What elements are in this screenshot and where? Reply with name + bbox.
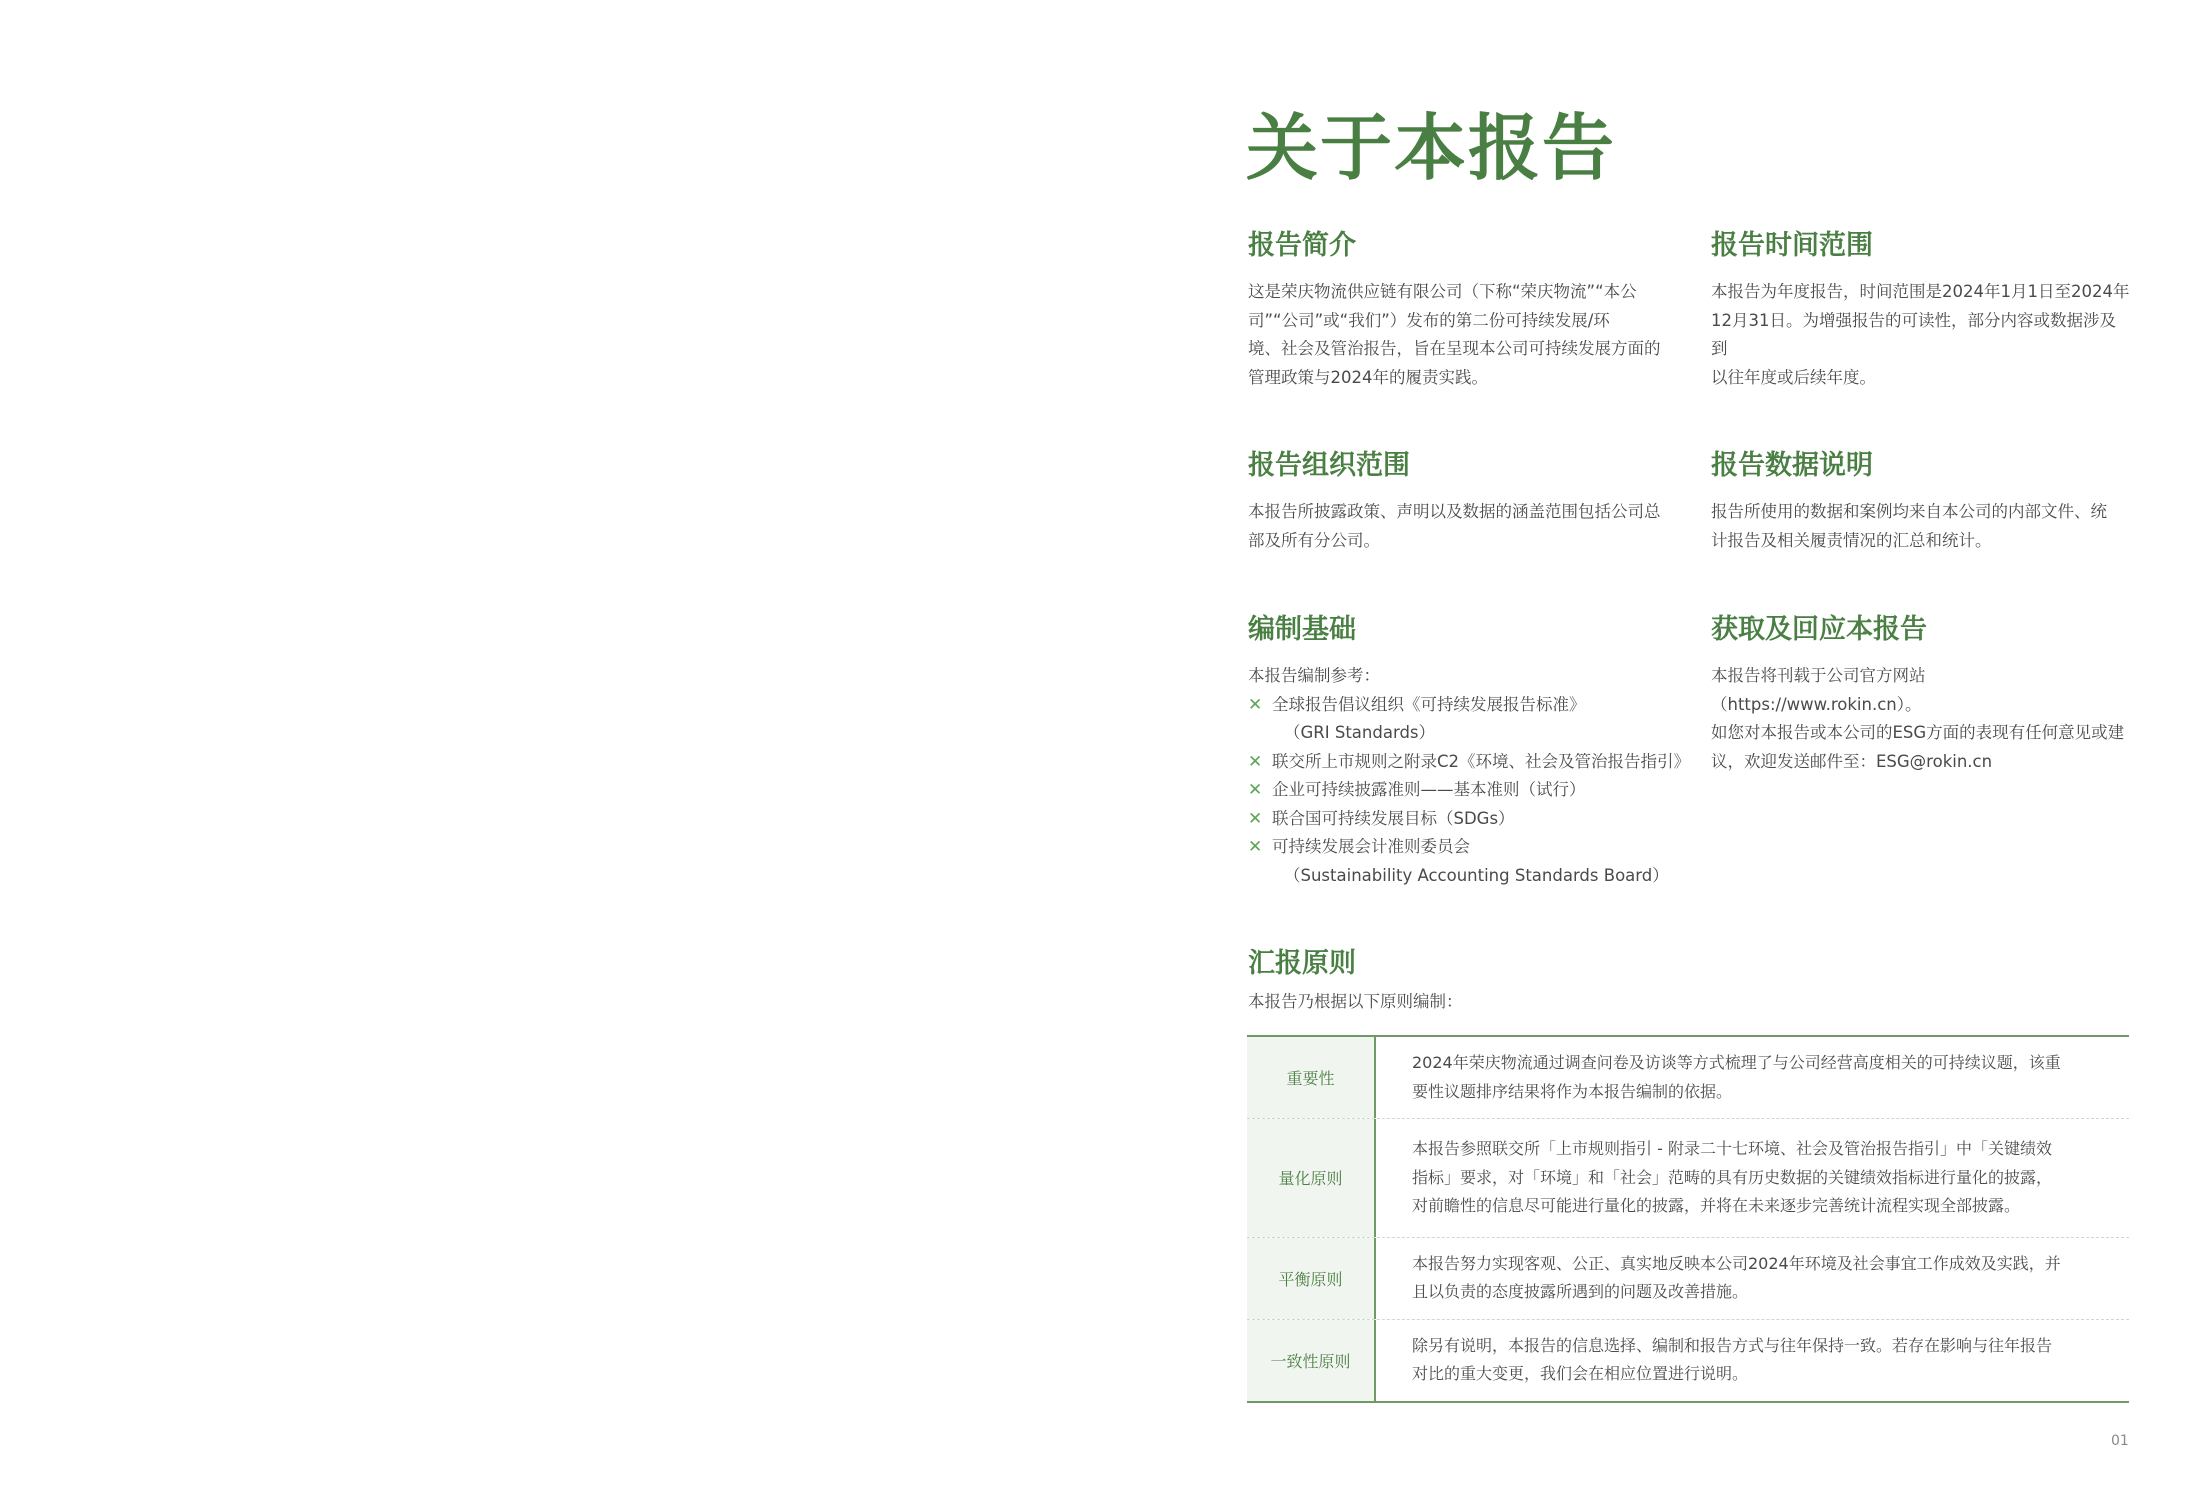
list-item [1248,833,1688,890]
text-line: 这是荣庆物流供应链有限公司（下称“荣庆物流”“本公 [1248,282,1637,302]
section-heading: 获取及回应本报告 [1711,614,1927,645]
principle-label: 平衡原则 [1247,1238,1376,1319]
text-line: 指标」要求，对「环境」和「社会」范畴的具有历史数据的关键绩效指标进行量化的披露， [1412,1167,2053,1187]
list-item-text: 全球报告倡议组织《可持续发展报告标准》 [1272,694,1586,714]
list-item-subtext: （GRI Standards） [1284,723,1436,743]
list-item-text: 联交所上市规则之附录C2《环境、社会及管治报告指引》 [1272,751,1691,771]
principles-intro: 本报告乃根据以下原则编制： [1248,992,1463,1012]
section-heading: 汇报原则 [1248,948,1356,979]
principle-label: 重要性 [1247,1037,1376,1118]
section-heading: 编制基础 [1248,614,1356,645]
text-line: 司”“公司”或“我们”）发布的第二份可持续发展/环 [1248,310,1610,330]
principle-text [1376,1037,2129,1118]
section-basis [1248,614,1691,890]
basis-list [1248,691,1691,891]
section-report-intro [1248,230,1668,392]
section-heading: 报告简介 [1248,230,1356,261]
section-time-scope [1711,230,2131,392]
text-line: 要性议题排序结果将作为本报告编制的依据。 [1412,1081,1733,1101]
list-item-text: 可持续发展会计准则委员会 [1272,837,1470,857]
x-mark-icon: ✕ [1248,837,1263,858]
principle-text [1376,1320,2129,1401]
section-principles [1248,948,2128,1017]
table-row [1247,1037,2129,1119]
text-line: 本报告参照联交所「上市规则指引 - 附录二十七环境、社会及管治报告指引」中「关键绩效 [1412,1139,2052,1158]
list-item [1248,776,1688,805]
text-line: 且以负责的态度披露所遇到的问题及改善措施。 [1412,1282,1749,1301]
text-line: 部及所有分公司。 [1248,530,1380,550]
text-line: 计报告及相关履责情况的汇总和统计。 [1711,530,1992,550]
text-line: 以往年度或后续年度。 [1711,367,1876,387]
x-mark-icon: ✕ [1248,694,1263,715]
list-item-subtext: （Sustainability Accounting Standards Board） [1284,865,1669,885]
table-row [1247,1119,2129,1238]
section-heading: 报告时间范围 [1711,230,1873,261]
section-heading: 报告组织范围 [1248,450,1410,481]
text-line: 管理政策与2024年的履责实践。 [1248,367,1488,387]
text-line: 本报告将刊载于公司官方网站 [1711,666,1926,686]
section-data-note [1711,450,2131,555]
text-line: 2024年荣庆物流通过调查问卷及访谈等方式梳理了与公司经营高度相关的可持续议题，该重 [1412,1053,2061,1072]
website-link[interactable]: （https://www.rokin.cn）。 [1711,694,1922,714]
page-title: 关于本报告 [1246,106,1617,190]
text-line: 本报告努力实现客观、公正、真实地反映本公司2024年环境及社会事宜工作成效及实践，并 [1412,1253,2061,1273]
page-number: 01 [2111,1433,2129,1449]
section-access [1711,614,2131,776]
x-mark-icon: ✕ [1248,751,1263,772]
text-line: 12月31日。为增强报告的可读性，部分内容或数据涉及到 [1711,310,2116,359]
text-line: 本报告为年度报告，时间范围是2024年1月1日至2024年 [1711,282,2130,302]
list-item-text: 联合国可持续发展目标（SDGs） [1272,808,1515,828]
principle-text [1376,1238,2129,1319]
principle-label: 量化原则 [1247,1119,1376,1237]
x-mark-icon: ✕ [1248,780,1263,801]
basis-intro: 本报告编制参考： [1248,666,1380,686]
list-item [1248,691,1688,748]
section-org-scope [1248,450,1668,555]
list-item [1248,748,1691,777]
text-line: 境、社会及管治报告，旨在呈现本公司可持续发展方面的 [1248,339,1661,359]
principles-table [1247,1035,2129,1403]
text-line: 报告所使用的数据和案例均来自本公司的内部文件、统 [1711,502,2107,522]
text-line: 除另有说明，本报告的信息选择、编制和报告方式与往年保持一致。若存在影响与往年报告 [1412,1335,2053,1355]
email-link[interactable]: 议，欢迎发送邮件至：ESG@rokin.cn [1711,751,1993,771]
list-item [1248,805,1688,834]
x-mark-icon: ✕ [1248,808,1263,829]
table-row [1247,1238,2129,1320]
table-row [1247,1320,2129,1401]
text-line: 本报告所披露政策、声明以及数据的涵盖范围包括公司总 [1248,502,1661,522]
principle-text [1376,1119,2129,1237]
principle-label: 一致性原则 [1247,1320,1376,1401]
text-line: 对前瞻性的信息尽可能进行量化的披露，并将在未来逐步完善统计流程实现全部披露。 [1412,1196,2021,1215]
text-line: 对比的重大变更，我们会在相应位置进行说明。 [1412,1364,1749,1383]
section-heading: 报告数据说明 [1711,450,1873,481]
list-item-text: 企业可持续披露准则——基本准则（试行） [1272,780,1586,800]
text-line: 如您对本报告或本公司的ESG方面的表现有任何意见或建 [1711,723,2125,743]
